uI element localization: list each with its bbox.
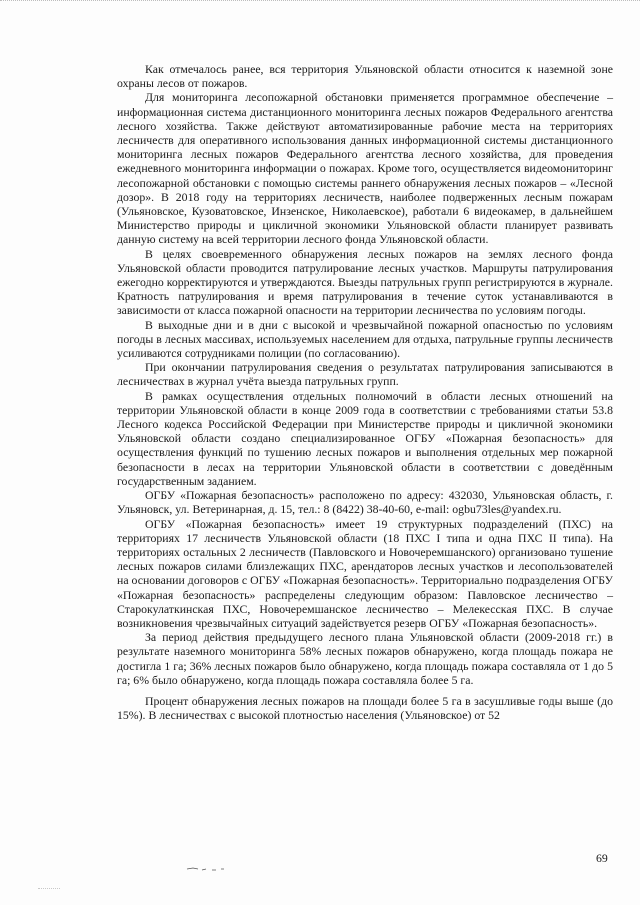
body-text	[117, 62, 613, 722]
paragraph: ОГБУ «Пожарная безопасность» расположено по адресу: 432030, Ульяновская область, г. Ульяновск, ул. Ветеринарная, д. 15, тел.: 8 (8422) 38-40-60, e-mail: ogbu73les@yandex.ru.	[117, 488, 613, 517]
paragraph: Процент обнаружения лесных пожаров на площади более 5 га в засушливые годы выше (до 15%). В лесничествах с высокой плотностью населения (Ульяновское) от 52	[117, 693, 613, 723]
scan-smudge	[186, 866, 226, 872]
paragraph: В целях своевременного обнаружения лесных пожаров на землях лесного фонда Ульяновской области проводится патрулирование лесных участков. Маршруты патрулирования ежегодно корректируются и утверждаются. Выезды патрульных групп регистрируются в журнале. Кратность патрулирования и время патрулирования в течение суток устанавливаются в зависимости от класса пожарной опасности на территории лесничества по условиям погоды.	[117, 246, 613, 318]
page-number: 69	[596, 851, 608, 865]
paragraph: За период действия предыдущего лесного плана Ульяновской области (2009-2018 гг.) в результате наземного мониторинга 58% лесных пожаров обнаружено, когда площадь пожара не достигла 1 га; 36% лесных пожаров было обнаружено, когда площадь пожара составляла от 1 до 5 га; 6% было обнаружено, когда площадь пожара составляла более 5 га.	[117, 630, 613, 687]
scan-corner-artifact	[38, 888, 60, 892]
paragraph: Как отмечалось ранее, вся территория Ульяновской области относится к наземной зоне охраны лесов от пожаров.	[117, 62, 613, 91]
paragraph: При окончании патрулирования сведения о результатах патрулирования записываются в лесничествах в журнал учёта выезда патрульных групп.	[117, 360, 613, 389]
paragraph: В рамках осуществления отдельных полномочий в области лесных отношений на территории Ульяновской области в конце 2009 года в соответствии с требованиями статьи 53.8 Лесного кодекса Российской Федерации при Министерстве природы и цикличной экономики Ульяновской области создано специализированное ОГБУ «Пожарная безопасность» для осуществления функций по тушению лесных пожаров и выполнения отдельных мер пожарной безопасности в лесах на территории Ульяновской области в соответствии с доведённым государственным заданием.	[117, 388, 613, 488]
scan-edge-artifact	[0, 0, 640, 2]
paragraph: В выходные дни и в дни с высокой и чрезвычайной пожарной опасностью по условиям погоды в лесных массивах, используемых населением для отдыха, патрульные группы лесничеств усиливаются сотрудниками полиции (по согласованию).	[117, 317, 613, 361]
paragraph: ОГБУ «Пожарная безопасность» имеет 19 структурных подразделений (ПХС) на территориях 17 лесничеств Ульяновской области (18 ПХС I типа и одна ПХС II типа). На территориях остальных 2 лесничеств (Павловского и Новочеремшанского) организовано тушение лесных пожаров силами близлежащих ПХС, арендаторов лесных участков и лесопользователей на основании договоров с ОГБУ «Пожарная безопасность». Территориально подразделения ОГБУ «Пожарная безопасность» распределены следующим образом: Павловское лесничество – Старокулаткинская ПХС, Новочеремшанское лесничество – Мелекесская ПХС. В случае возникновения чрезвычайных ситуаций задействуется резерв ОГБУ «Пожарная безопасность».	[117, 516, 613, 630]
paragraph: Для мониторинга лесопожарной обстановки применяется программное обеспечение – информационная система дистанционного мониторинга лесных пожаров Федерального агентства лесного хозяйства. Также действуют автоматизированные рабочие места на территориях лесничеств для оперативного использования данных информационной системы дистанционного мониторинга лесных пожаров Федерального агентства лесного хозяйства, для проведения ежедневного мониторинга информации о пожарах. Кроме того, осуществляется видеомониторинг лесопожарной обстановки с помощью системы раннего обнаружения лесных пожаров – «Лесной дозор». В 2018 году на территориях лесничеств, наиболее подверженных лесным пожарам (Ульяновское, Кузоватовское, Инзенское, Николаевское), работали 6 видеокамер, в дальнейшем Министерство природы и цикличной экономики Ульяновской области планирует развивать данную систему на всей территории лесного фонда Ульяновской области.	[117, 90, 613, 247]
